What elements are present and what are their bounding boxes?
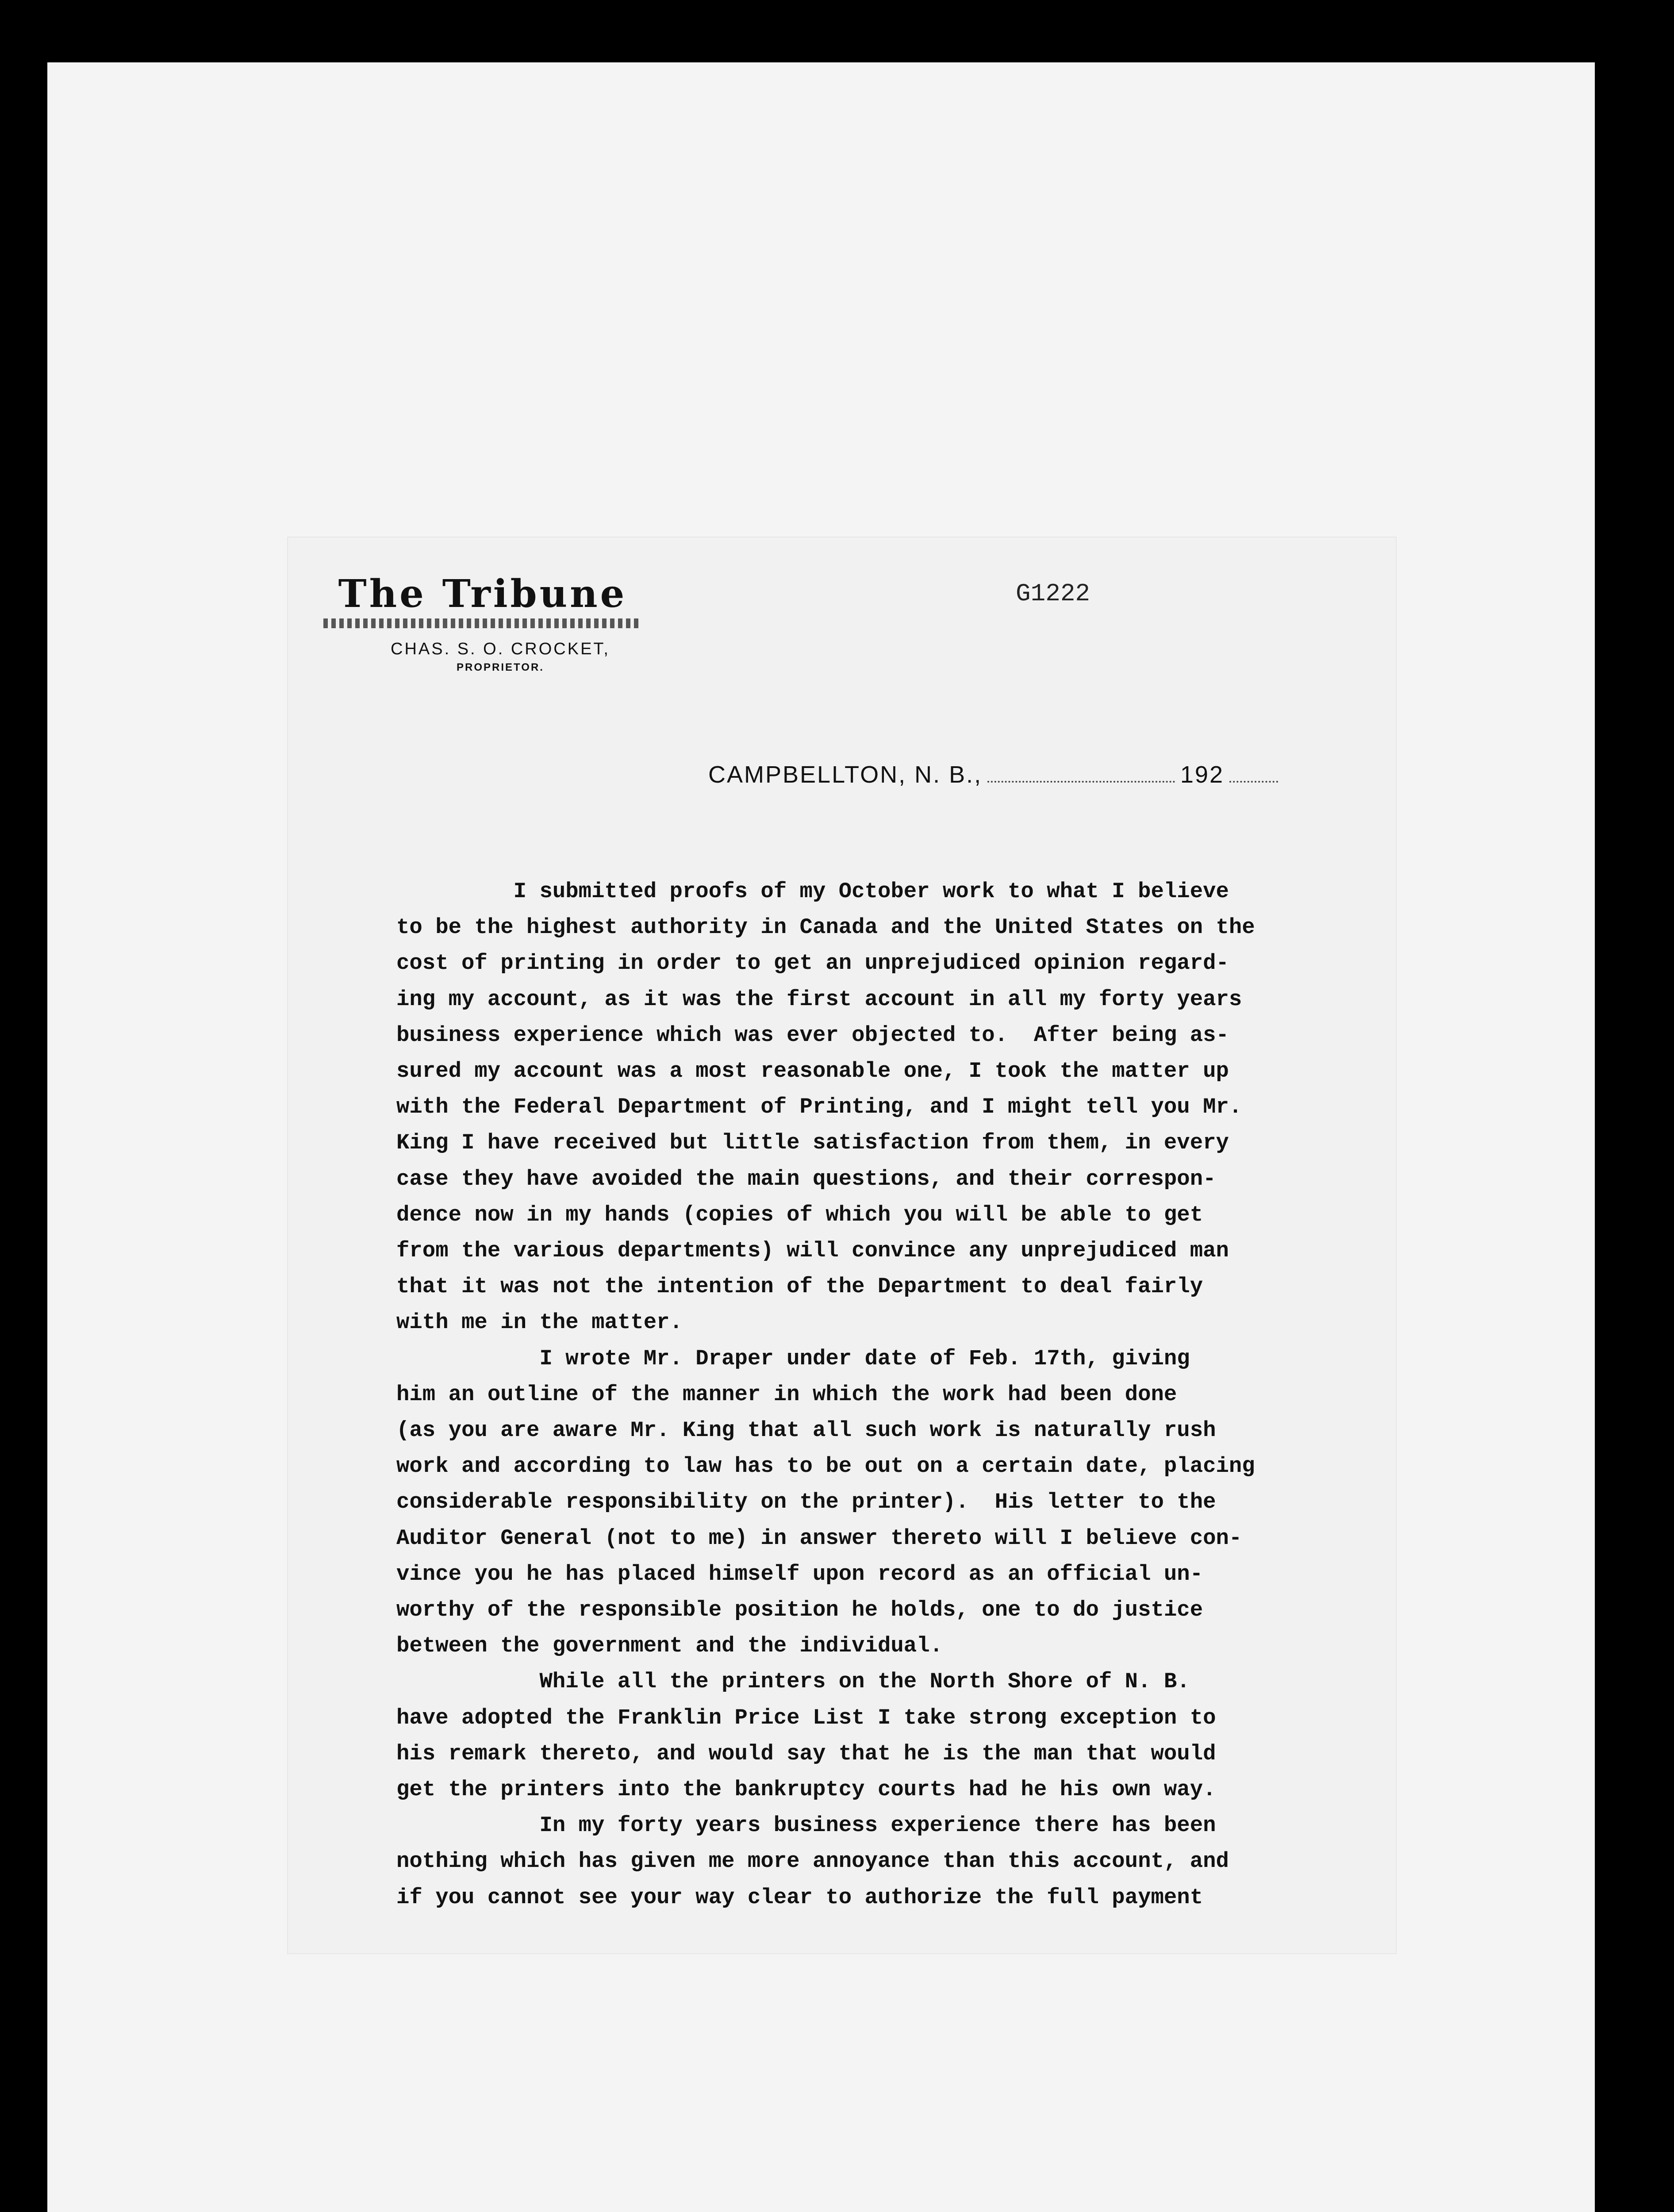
- letter-line: I wrote Mr. Draper under date of Feb. 17th, giving: [396, 1346, 1190, 1371]
- letter-line: dence now in my hands (copies of which you will be able to get: [396, 1202, 1203, 1227]
- letterhead: [323, 572, 642, 674]
- letter-line: his remark thereto, and would say that he is the man that would: [396, 1741, 1216, 1766]
- letter-line: King I have received but little satisfaction from them, in every: [396, 1130, 1229, 1156]
- letter-line: Auditor General (not to me) in answer thereto will I believe con-: [396, 1525, 1242, 1551]
- letter-line: business experience which was ever objected to. After being as-: [396, 1022, 1229, 1048]
- letter-line: In my forty years business experience there has been: [396, 1813, 1216, 1838]
- letter-line: case they have avoided the main questions, and their correspon-: [396, 1166, 1216, 1191]
- letter-line: with me in the matter.: [396, 1310, 683, 1335]
- place-name: CAMPBELLTON, N. B.,: [708, 761, 983, 788]
- letter-line: ing my account, as it was the first account in all my forty years: [396, 987, 1242, 1012]
- letterhead-flourish: [323, 618, 642, 628]
- letter-body: [396, 874, 1290, 1916]
- letter-line: with the Federal Department of Printing, and I might tell you Mr.: [396, 1094, 1242, 1120]
- letter-line: considerable responsibility on the printer). His letter to the: [396, 1490, 1216, 1515]
- letter-line: him an outline of the manner in which the work had been done: [396, 1382, 1177, 1407]
- newspaper-title: The Tribune: [338, 572, 627, 616]
- letter-line: I submitted proofs of my October work to what I believe: [396, 879, 1229, 904]
- year-blank: [1229, 763, 1278, 783]
- letter-line: get the printers into the bankruptcy courts had he his own way.: [396, 1777, 1216, 1802]
- letter-line: to be the highest authority in Canada and the United States on the: [396, 915, 1255, 940]
- letter-line: nothing which has given me more annoyance than this account, and: [396, 1849, 1229, 1874]
- year-prefix: 192: [1180, 761, 1224, 788]
- letter-line: (as you are aware Mr. King that all such work is naturally rush: [396, 1418, 1216, 1443]
- letter-line: vince you he has placed himself upon record as an official un-: [396, 1561, 1203, 1586]
- letter-line: if you cannot see your way clear to authorize the full payment: [396, 1885, 1203, 1910]
- proprietor-role: PROPRIETOR.: [457, 661, 544, 673]
- letter-line: While all the printers on the North Shore of N. B.: [396, 1669, 1190, 1694]
- collection-label: [526, 2199, 1190, 2212]
- letter-line: work and according to law has to be out on a certain date, placing: [396, 1454, 1255, 1479]
- date-blank: [987, 763, 1175, 783]
- letter-line: that it was not the intention of the Department to deal fairly: [396, 1274, 1203, 1299]
- letter-page: [288, 538, 1396, 1953]
- letter-line: cost of printing in order to get an unprejudiced opinion regard-: [396, 951, 1229, 976]
- letter-line: worthy of the responsible position he holds, one to do justice: [396, 1598, 1203, 1623]
- place-date-line: [708, 761, 1283, 788]
- letter-line: have adopted the Franklin Price List I take strong exception to: [396, 1705, 1216, 1730]
- letter-line: sured my account was a most reasonable one, I took the matter up: [396, 1059, 1229, 1084]
- letter-line: from the various departments) will convince any unprejudiced man: [396, 1238, 1229, 1263]
- document-number: G1222: [1016, 580, 1090, 608]
- letter-line: between the government and the individual.: [396, 1633, 943, 1659]
- proprietor-name: CHAS. S. O. CROCKET,: [391, 640, 610, 658]
